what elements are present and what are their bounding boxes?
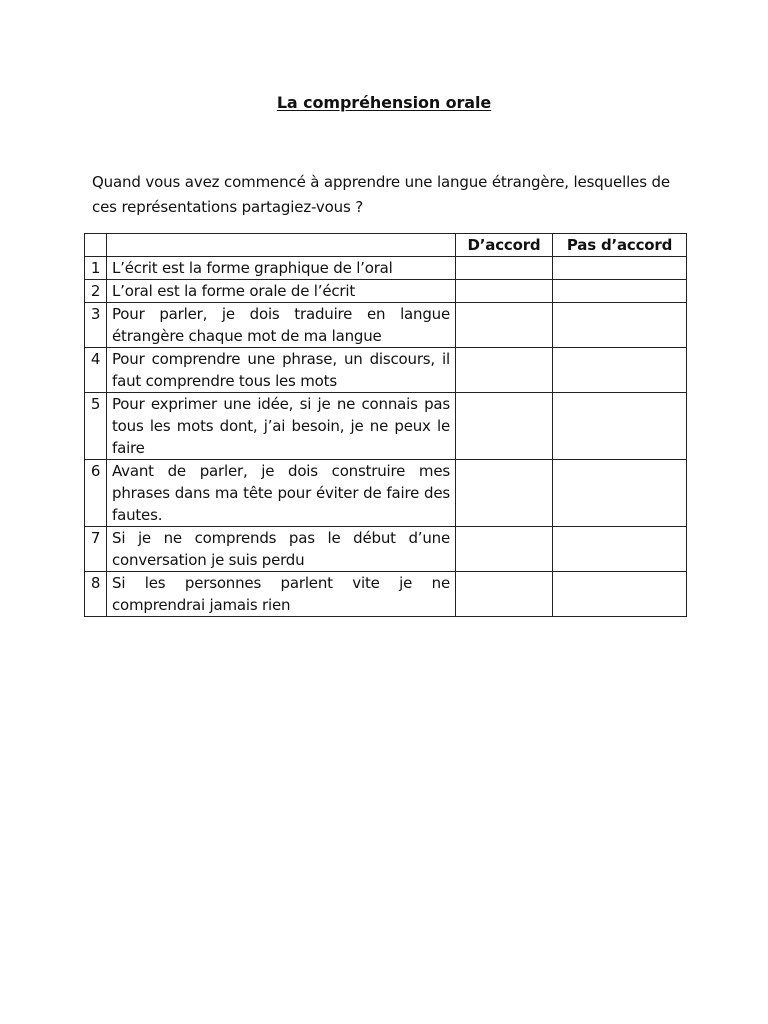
table-row: [85, 393, 687, 460]
header-num: [85, 234, 107, 257]
disagree-cell[interactable]: [553, 257, 687, 280]
agree-cell[interactable]: [456, 527, 553, 572]
agree-cell[interactable]: [456, 280, 553, 303]
agree-cell[interactable]: [456, 303, 553, 348]
disagree-cell[interactable]: [553, 303, 687, 348]
table-row: [85, 280, 687, 303]
agree-cell[interactable]: [456, 572, 553, 617]
disagree-cell[interactable]: [553, 280, 687, 303]
agree-cell[interactable]: [456, 460, 553, 527]
row-number: 8: [85, 572, 107, 617]
table-row: [85, 303, 687, 348]
header-agree: D’accord: [456, 234, 553, 257]
disagree-cell[interactable]: [553, 460, 687, 527]
disagree-cell[interactable]: [553, 348, 687, 393]
row-number: 3: [85, 303, 107, 348]
table-row: [85, 348, 687, 393]
header-disagree: Pas d’accord: [553, 234, 687, 257]
page-title: La compréhension orale: [276, 93, 492, 112]
agree-cell[interactable]: [456, 348, 553, 393]
agree-cell[interactable]: [456, 393, 553, 460]
survey-table: [84, 233, 687, 617]
table-row: [85, 460, 687, 527]
table-row: [85, 527, 687, 572]
row-number: 5: [85, 393, 107, 460]
disagree-cell[interactable]: [553, 527, 687, 572]
table-header-row: [85, 234, 687, 257]
table-row: [85, 257, 687, 280]
row-number: 6: [85, 460, 107, 527]
row-statement: Pour exprimer une idée, si je ne connais pas tous les mots dont, j’ai besoin, je ne peux le faire: [107, 393, 456, 460]
disagree-cell[interactable]: [553, 393, 687, 460]
table-row: [85, 572, 687, 617]
row-statement: Si les personnes parlent vite je ne comprendrai jamais rien: [107, 572, 456, 617]
row-number: 4: [85, 348, 107, 393]
row-statement: Pour parler, je dois traduire en langue étrangère chaque mot de ma langue: [107, 303, 456, 348]
question-text: Quand vous avez commencé à apprendre une langue étrangère, lesquelles de ces représentations partagiez-vous ?: [92, 173, 670, 216]
row-number: 1: [85, 257, 107, 280]
row-number: 7: [85, 527, 107, 572]
row-statement: L’oral est la forme orale de l’écrit: [107, 280, 456, 303]
row-number: 2: [85, 280, 107, 303]
agree-cell[interactable]: [456, 257, 553, 280]
row-statement: L’écrit est la forme graphique de l’oral: [107, 257, 456, 280]
header-statement: [107, 234, 456, 257]
row-statement: Pour comprendre une phrase, un discours, il faut comprendre tous les mots: [107, 348, 456, 393]
row-statement: Avant de parler, je dois construire mes phrases dans ma tête pour éviter de faire des fautes.: [107, 460, 456, 527]
disagree-cell[interactable]: [553, 572, 687, 617]
row-statement: Si je ne comprends pas le début d’une conversation je suis perdu: [107, 527, 456, 572]
